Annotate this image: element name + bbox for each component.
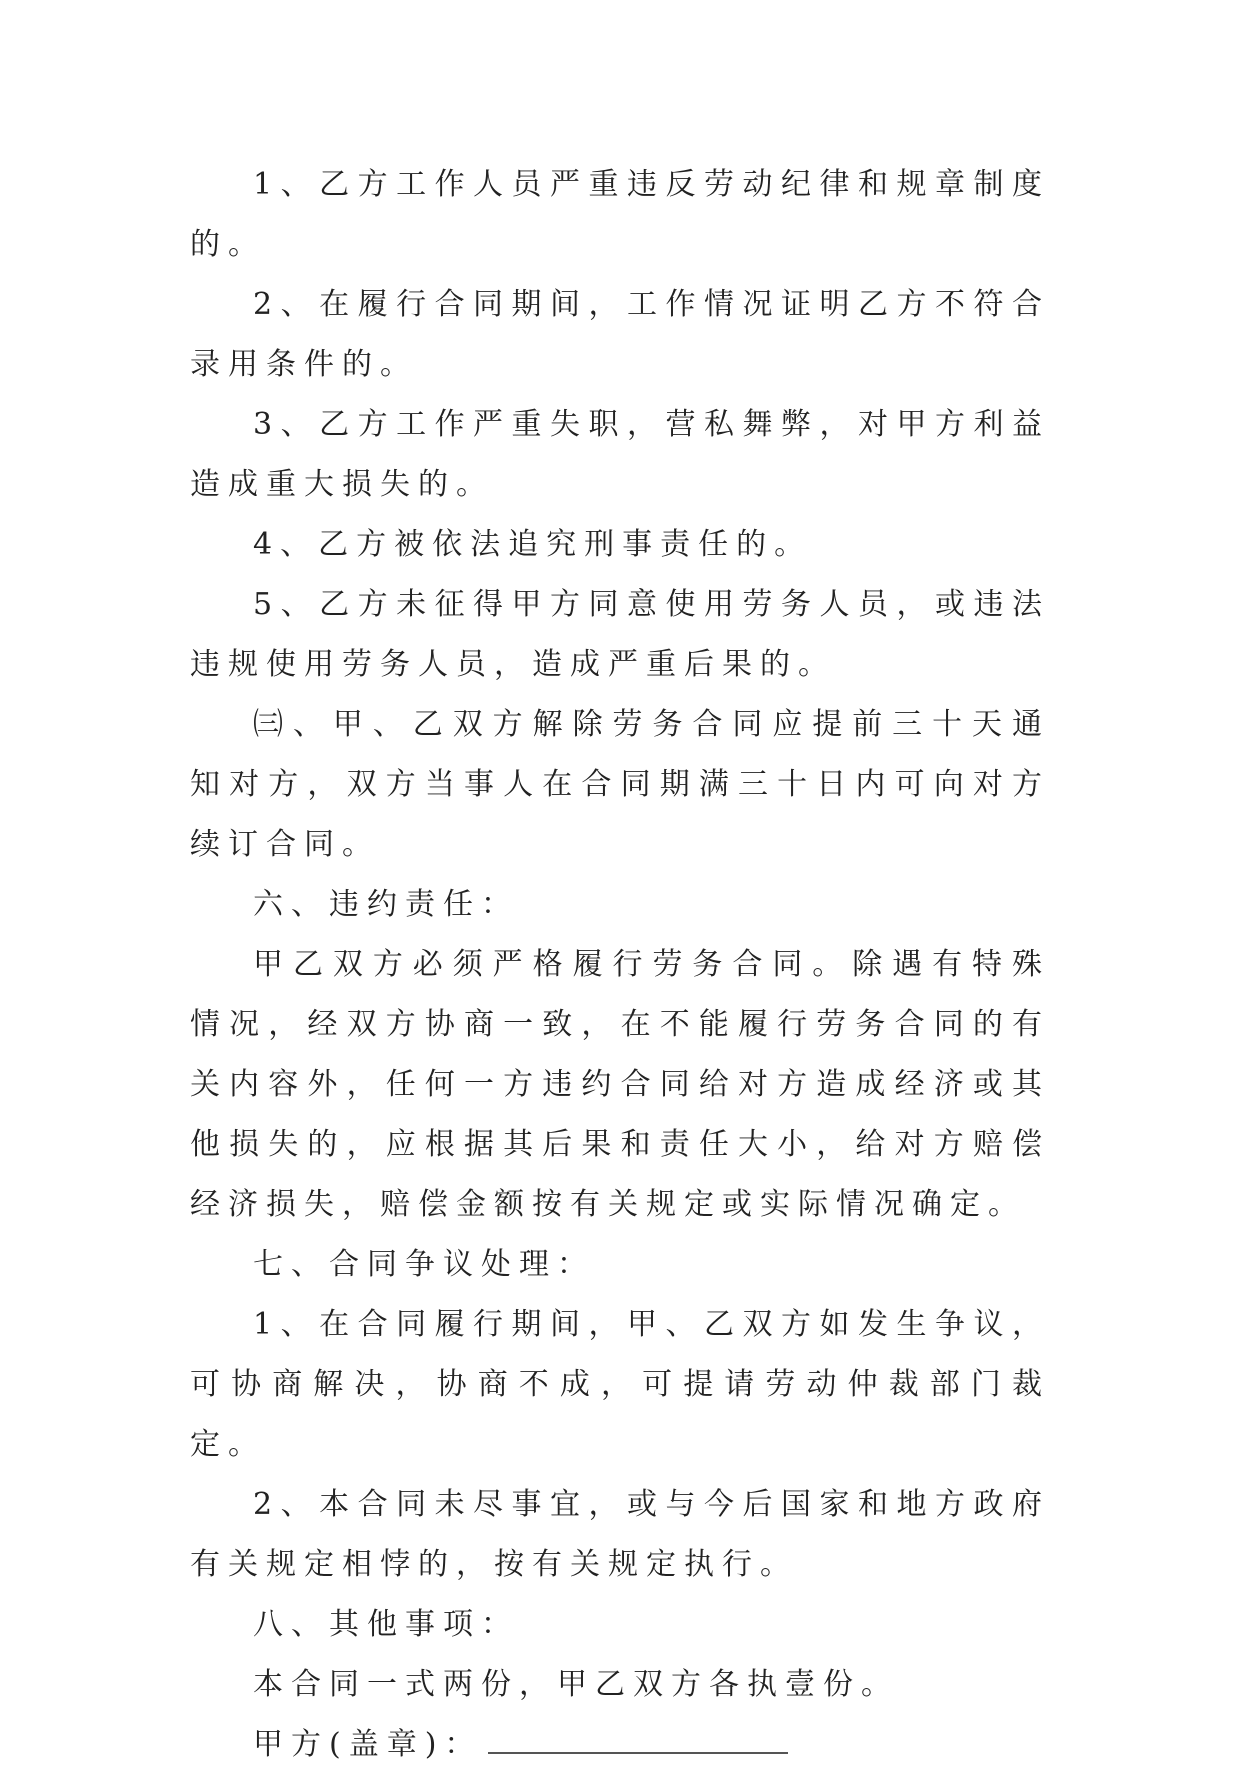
contract-body <box>190 155 1050 1775</box>
clause-termination-notice: ㈢、甲、乙双方解除劳务合同应提前三十天通知对方，双方当事人在合同期满三十日内可向对方续订合同。 <box>190 707 1050 862</box>
section-heading-other: 八、其他事项： <box>253 1607 519 1642</box>
clause-5: 5、乙方未征得甲方同意使用劳务人员，或违法违规使用劳务人员，造成严重后果的。 <box>190 587 1050 682</box>
clause-2: 2、在履行合同期间，工作情况证明乙方不符合录用条件的。 <box>190 287 1050 382</box>
other-matters-text: 本合同一式两份，甲乙双方各执壹份。 <box>253 1667 899 1702</box>
dispute-clause-1: 1、在合同履行期间，甲、乙双方如发生争议，可协商解决，协商不成，可提请劳动仲裁部门裁定。 <box>190 1307 1050 1462</box>
clause-4: 4、乙方被依法追究刑事责任的。 <box>253 527 813 562</box>
dispute-clause-2: 2、本合同未尽事宜，或与今后国家和地方政府有关规定相悖的，按有关规定执行。 <box>190 1487 1050 1582</box>
breach-liability-text: 甲乙双方必须严格履行劳务合同。除遇有特殊情况，经双方协商一致，在不能履行劳务合同的有关内容外，任何一方违约合同给对方造成经济或其他损失的，应根据其后果和责任大小，给对方赔偿经济损失，赔偿金额按有关规定或实际情况确定。 <box>190 947 1050 1222</box>
party-a-label: 甲方(盖章)： <box>253 1727 483 1762</box>
party-a-signature-row <box>190 1715 1050 1775</box>
section-heading-breach: 六、违约责任： <box>253 887 519 922</box>
party-a-signature-line[interactable] <box>488 1732 788 1754</box>
section-heading-dispute: 七、合同争议处理： <box>253 1247 595 1282</box>
clause-3: 3、乙方工作严重失职，营私舞弊，对甲方利益造成重大损失的。 <box>190 407 1050 502</box>
clause-1: 1、乙方工作人员严重违反劳动纪律和规章制度的。 <box>190 167 1050 262</box>
